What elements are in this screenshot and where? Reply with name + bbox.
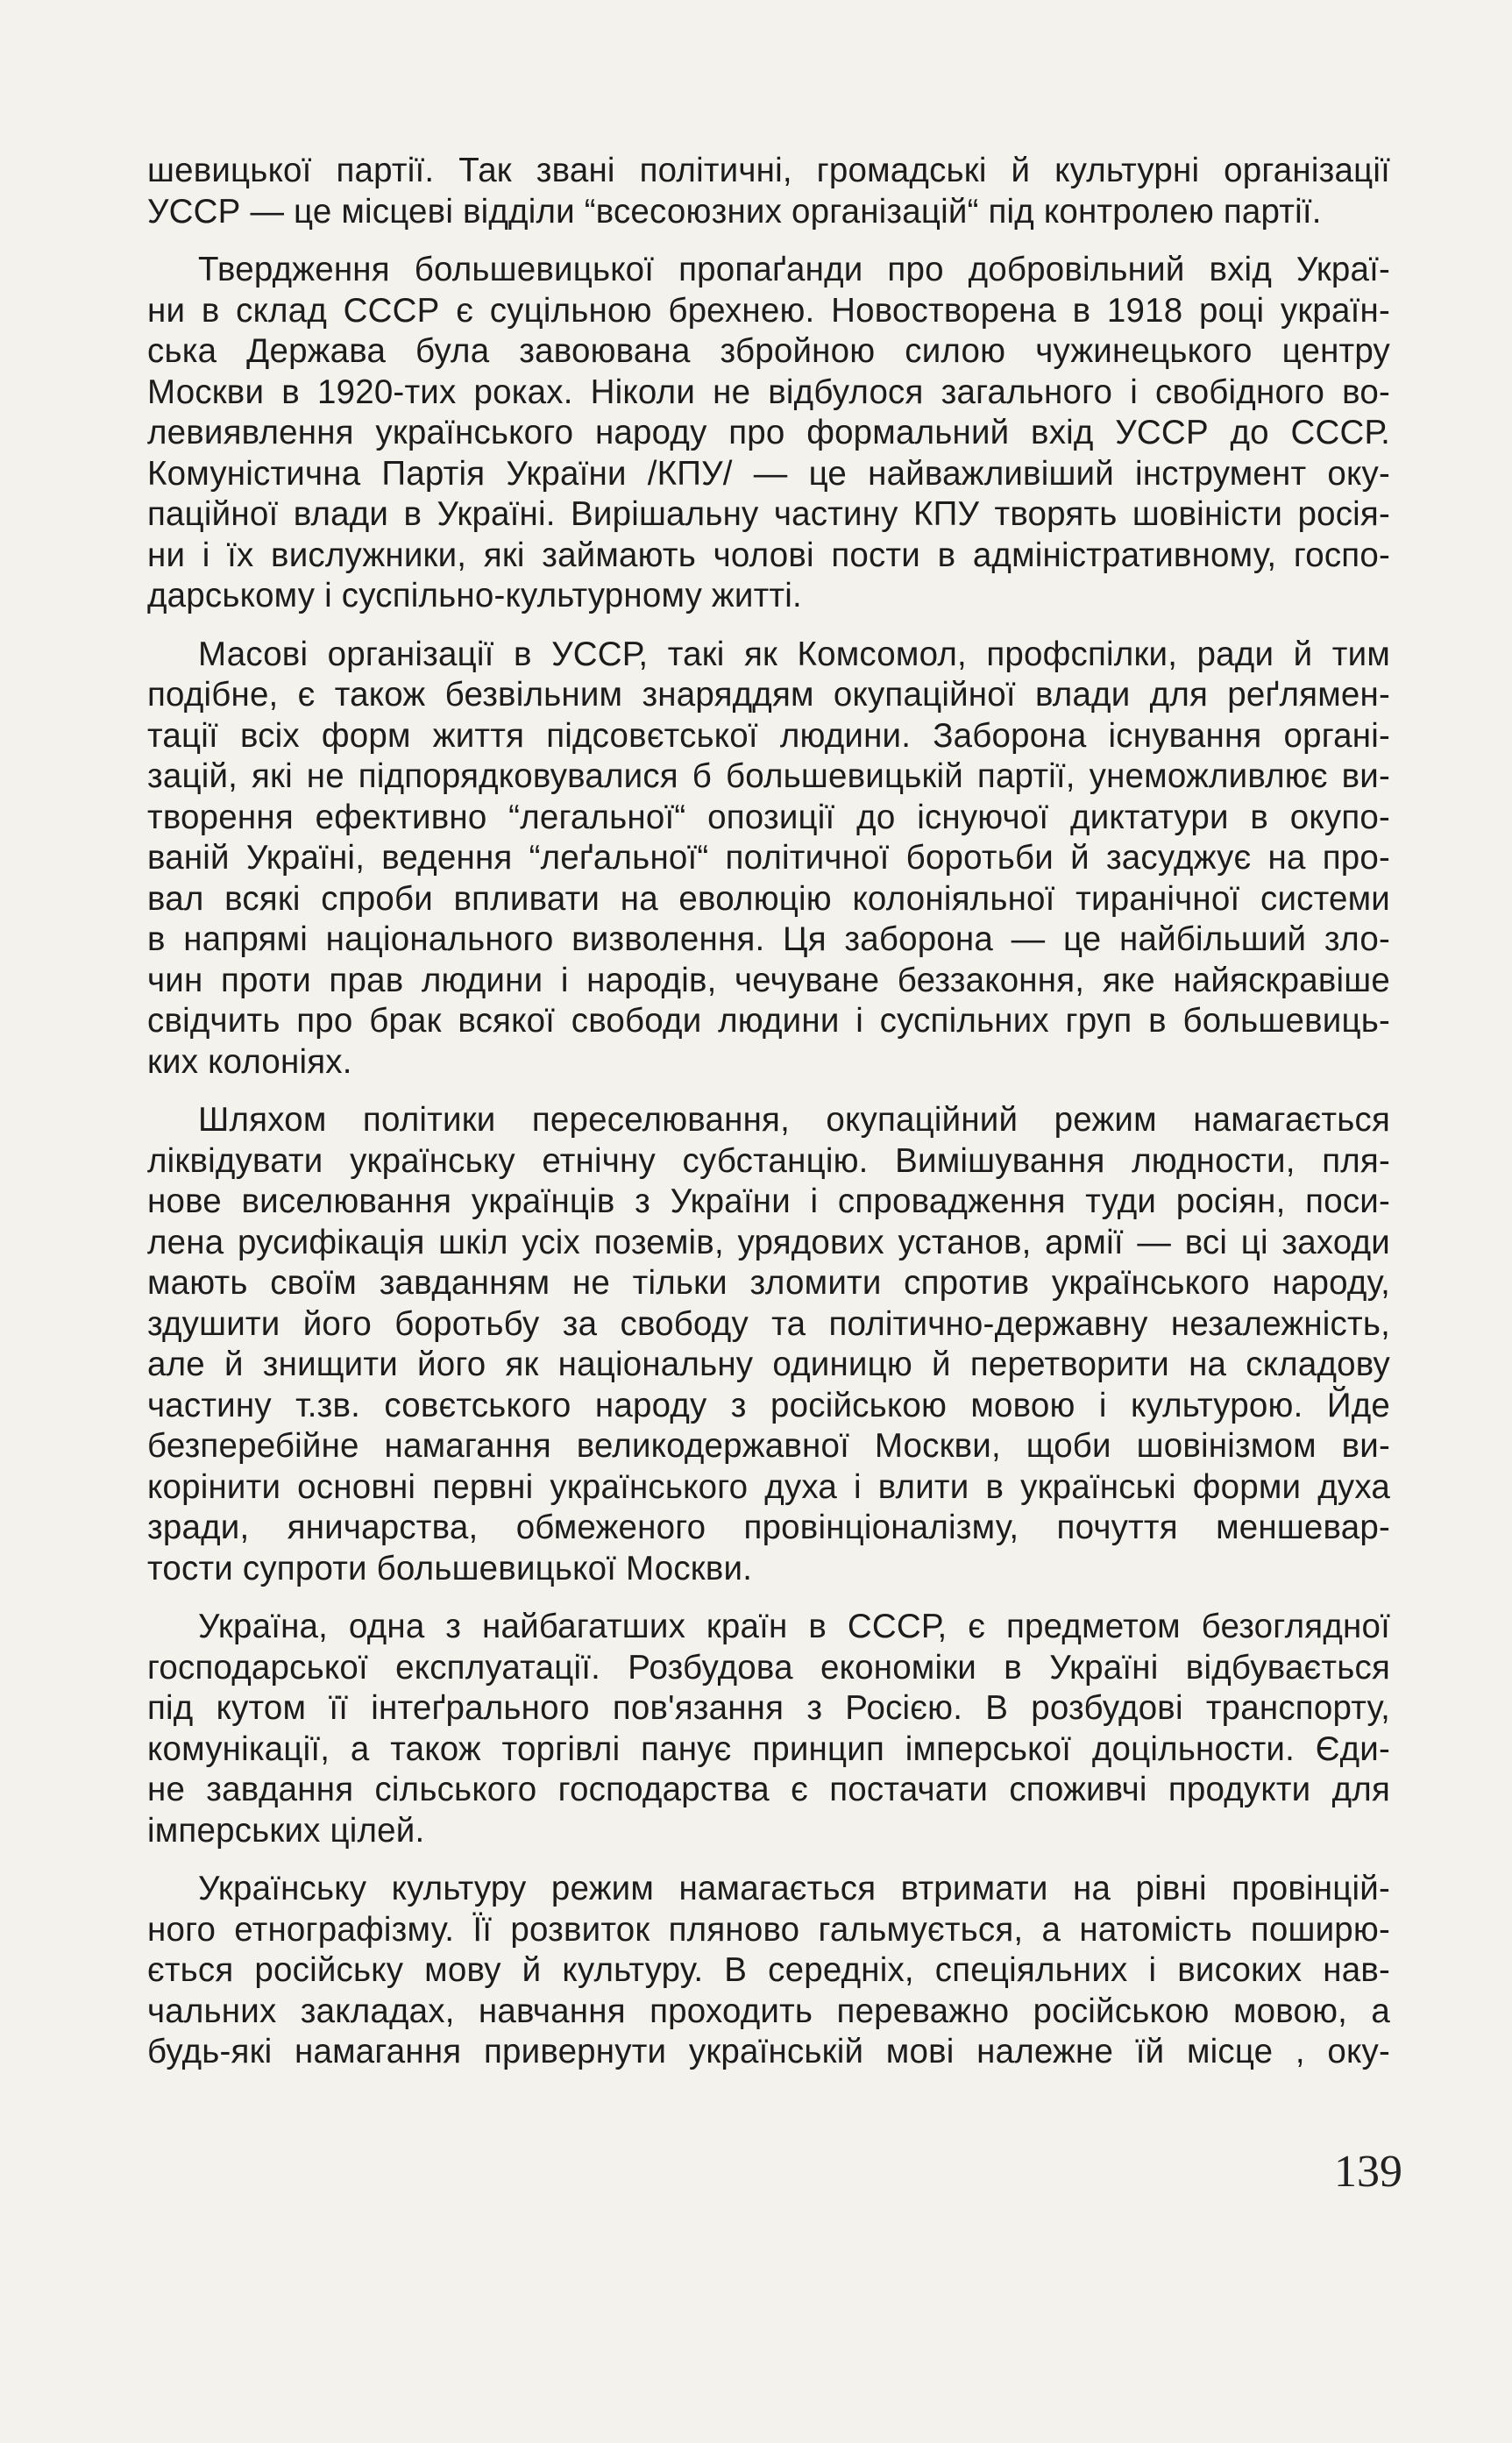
paragraph-6 [147,1869,1390,1910]
paragraph-3-cont [147,675,1390,1083]
text-line: господарської експлуатації. Розбудова економіки в Україні відбувається [147,1648,1390,1687]
text-line: чальних закладах, навчання проходить переважно російською мовою, а [147,1992,1390,2030]
paragraph-5-cont [147,1648,1390,1852]
text-line: ська Держава була завоювана збройною силою чужинецького центру [147,332,1390,370]
text-line: ких колоніях. [147,1042,352,1081]
text-line: мають своїм завданням не тільки зломити спротив українського народу, [147,1264,1390,1302]
paragraph-6-cont [147,1910,1390,2073]
text-line: свідчить про брак всякої свободи людини і суспільних груп в большевиць- [147,1002,1390,1040]
text-line: ни і їх вислужники, які займають чолові пости в адміністративному, госпо- [147,536,1390,574]
text-line: ного етнографізму. Її розвиток пляново гальмується, а натомість поширю- [147,1910,1390,1949]
text-line: нове виселювання українців з України і спровадження туди росіян, поси- [147,1182,1390,1220]
text-line: під кутом її інтеґрального пов'язання з Росією. В розбудові транспорту, [147,1689,1390,1727]
paragraph-2 [147,250,1390,291]
text-line: паційної влади в Україні. Вирішальну частину КПУ творять шовіністи росія- [147,495,1390,533]
text-line: зацій, які не підпорядковувалися б большевицькій партії, унеможливлює ви- [147,757,1390,795]
text-line: чин проти прав людини і народів, чечуване беззаконня, яке найяскравіше [147,961,1390,999]
text-line: імперських цілей. [147,1811,425,1850]
text-line: Шляхом політики переселювання, окупаційний режим намагається [198,1101,1390,1139]
text-line: Масові організації в УССР, такі як Комсомол, профспілки, ради й тим [198,635,1390,673]
paragraph-4-cont [147,1141,1390,1590]
text-line: ваній Україні, ведення “леґальної“ політичної боротьби й засуджує на про- [147,839,1390,877]
text-line: не завдання сільського господарства є постачати споживчі продукти для [147,1771,1390,1808]
text-line: лена русифікація шкіл усіх поземів, урядових установ, армії — всі ці заходи [147,1223,1390,1261]
text-line: вал всякі спроби впливати на еволюцію колоніяльної тиранічної системи [147,879,1390,918]
paragraph-4 [147,1100,1390,1141]
text-line: творення ефективно “легальної“ опозиції до існуючої диктатури в окупо- [147,798,1390,836]
text-line: але й знищити його як національну одиницю й перетворити на складову [147,1346,1390,1383]
text-line: безперебійне намагання великодержавної Москви, щоби шовінізмом ви- [147,1427,1390,1465]
text-line: корінити основні первні українського духа і влити в українські форми духа [147,1467,1390,1506]
text-line: Україна, одна з найбагатших країн в СССР, є предметом безоглядної [198,1608,1390,1645]
paragraph-2-cont [147,291,1390,617]
text-line: дарському і суспільно-культурному житті. [147,577,802,614]
text-line: будь-які намагання привернути українській мові належне їй місце , оку- [147,2033,1390,2070]
text-line: тости супроти большевицької Москви. [147,1549,753,1587]
paragraph-5 [147,1607,1390,1648]
text-line: ліквідувати українську етнічну субстанцію. Вимішування людности, пля- [147,1141,1390,1180]
text-line: подібне, є також безвільним знаряддям окупаційної влади для реґлямен- [147,676,1390,714]
text-line: комунікації, а також торгівлі панує принцип імперської доцільности. Єди- [147,1729,1390,1768]
text-line: Твердження большевицької пропаґанди про добровільний вхід Украї- [198,251,1390,288]
paragraph-1 [147,151,1390,232]
body-text [147,151,1390,2073]
text-line: зради, яничарства, обмеженого провінціоналізму, почуття меншевар- [147,1509,1390,1546]
text-line: частину т.зв. совєтського народу з російською мовою і культурою. Йде [147,1386,1390,1424]
text-line: тації всіх форм життя підсовєтської людини. Заборона існування органі- [147,716,1390,755]
text-line: Москви в 1920-тих роках. Ніколи не відбулося загального і свобідного во- [147,373,1390,411]
text-line: Комуністична Партія України /КПУ/ — це найважливіший інструмент оку- [147,454,1390,493]
page-number: 139 [1334,2147,1402,2197]
text-line: ни в склад СССР є суцільною брехнею. Новостворена в 1918 році україн- [147,291,1390,330]
text-line: Українську культуру режим намагається втримати на рівні провінцій- [198,1870,1390,1907]
text-line: ється російську мову й культуру. В середніх, спеціяльних і високих нав- [147,1951,1390,1989]
text-line: шевицької партії. Так звані політичні, громадські й культурні організації [147,152,1390,189]
text-line: в напрямі національного визволення. Ця заборона — це найбільший зло- [147,920,1390,958]
text-line: левиявлення українського народу про формальний вхід УССР до СССР. [147,414,1390,451]
text-line: здушити його боротьбу за свободу та політично-державну незалежність, [147,1304,1390,1343]
paragraph-3 [147,635,1390,676]
text-line: УССР — це місцеві відділи “всесоюзних організацій“ під контролею партії. [147,192,1322,231]
